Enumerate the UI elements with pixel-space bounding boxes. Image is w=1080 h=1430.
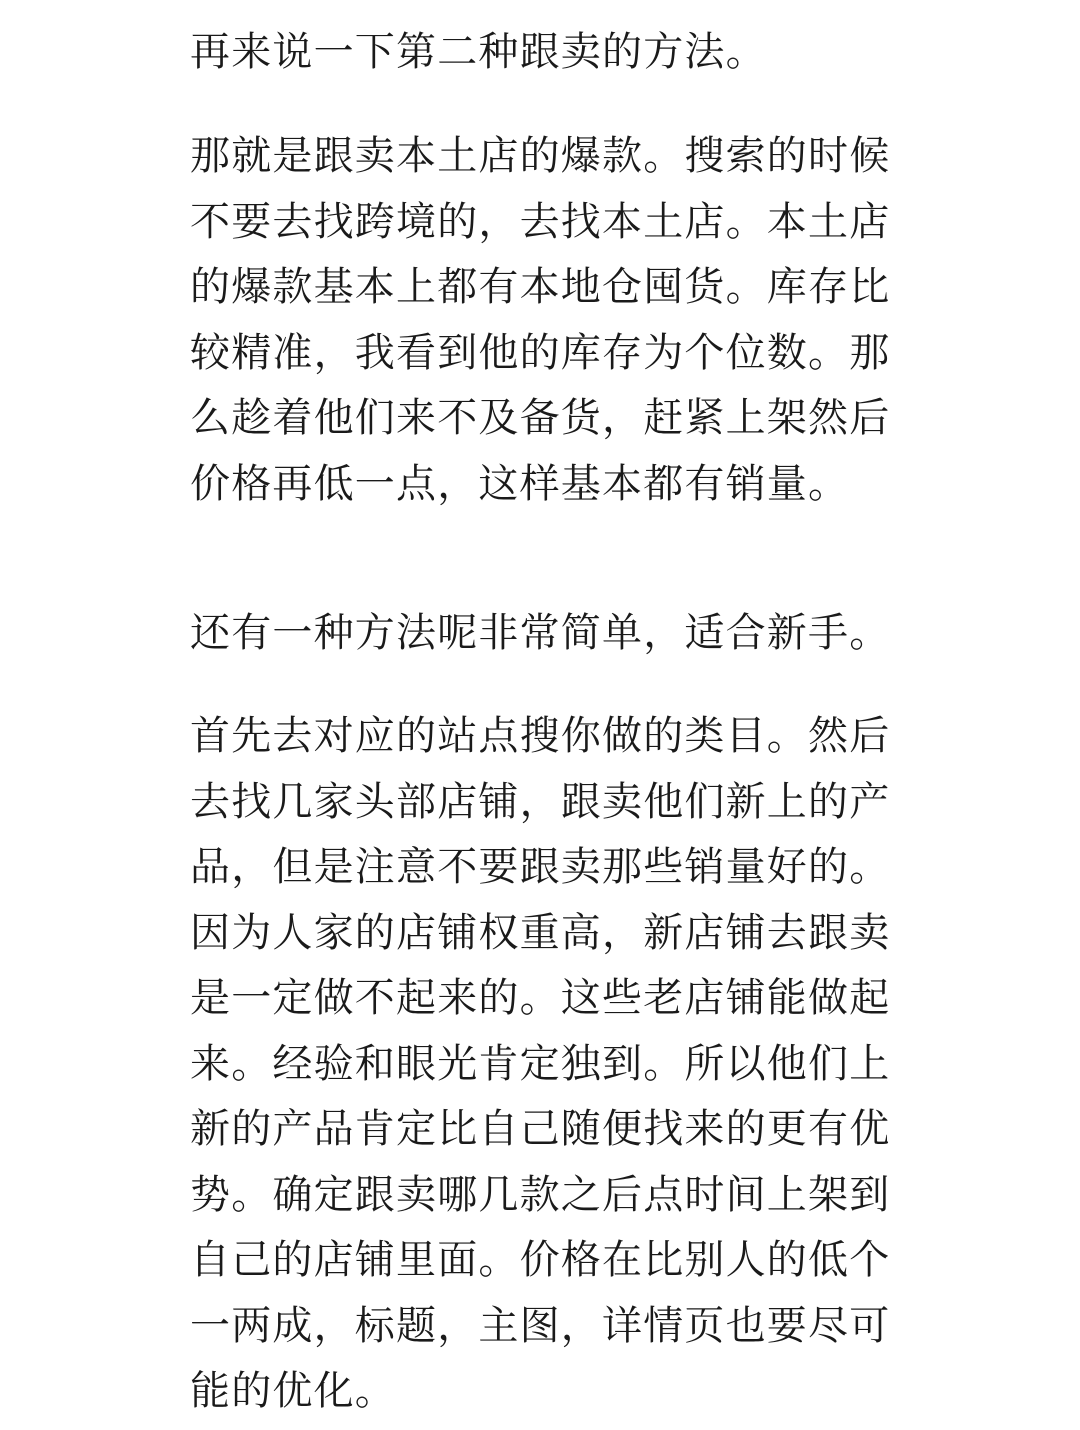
text-line: 还有一种方法呢非常简单，适合新手。 [190, 610, 891, 656]
paragraph-method-top-stores [190, 704, 890, 1425]
text-line: 较精准，我看到他的库存为个位数。那 [190, 329, 891, 376]
text-line: 去找几家头部店铺，跟卖他们新上的产 [190, 778, 891, 825]
text-line: 不要去找跨境的，去找本土店。本土店 [190, 198, 891, 245]
text-line: 自己的店铺里面。价格在比别人的低个 [190, 1237, 891, 1283]
text-line: 首先去对应的站点搜你做的类目。然后 [190, 713, 891, 759]
text-line: 的爆款基本上都有本地仓囤货。库存比 [190, 264, 891, 310]
text-line: 能的优化。 [190, 1368, 396, 1414]
text-line: 一两成，标题，主图，详情页也要尽可 [190, 1302, 891, 1349]
text-line: 那就是跟卖本土店的爆款。搜索的时候 [190, 133, 891, 179]
text-line: 来。经验和眼光肯定独到。所以他们上 [190, 1040, 891, 1087]
paragraph-another-method [190, 601, 890, 667]
paragraph-intro [190, 20, 767, 86]
text-line: 价格再低一点，这样基本都有销量。 [190, 460, 850, 507]
paragraph-method-local-bestsellers [190, 124, 890, 517]
text-line: 势。确定跟卖哪几款之后点时间上架到 [190, 1171, 891, 1218]
text-line: 是一定做不起来的。这些老店铺能做起 [190, 975, 891, 1021]
text-line: 品，但是注意不要跟卖那些销量好的。 [190, 844, 891, 890]
text-line: 再来说一下第二种跟卖的方法。 [190, 29, 767, 75]
text-line: 么趁着他们来不及备货，赶紧上架然后 [190, 395, 891, 441]
text-line: 因为人家的店铺权重高，新店铺去跟卖 [190, 909, 891, 956]
text-line: 新的产品肯定比自己随便找来的更有优 [190, 1106, 891, 1152]
